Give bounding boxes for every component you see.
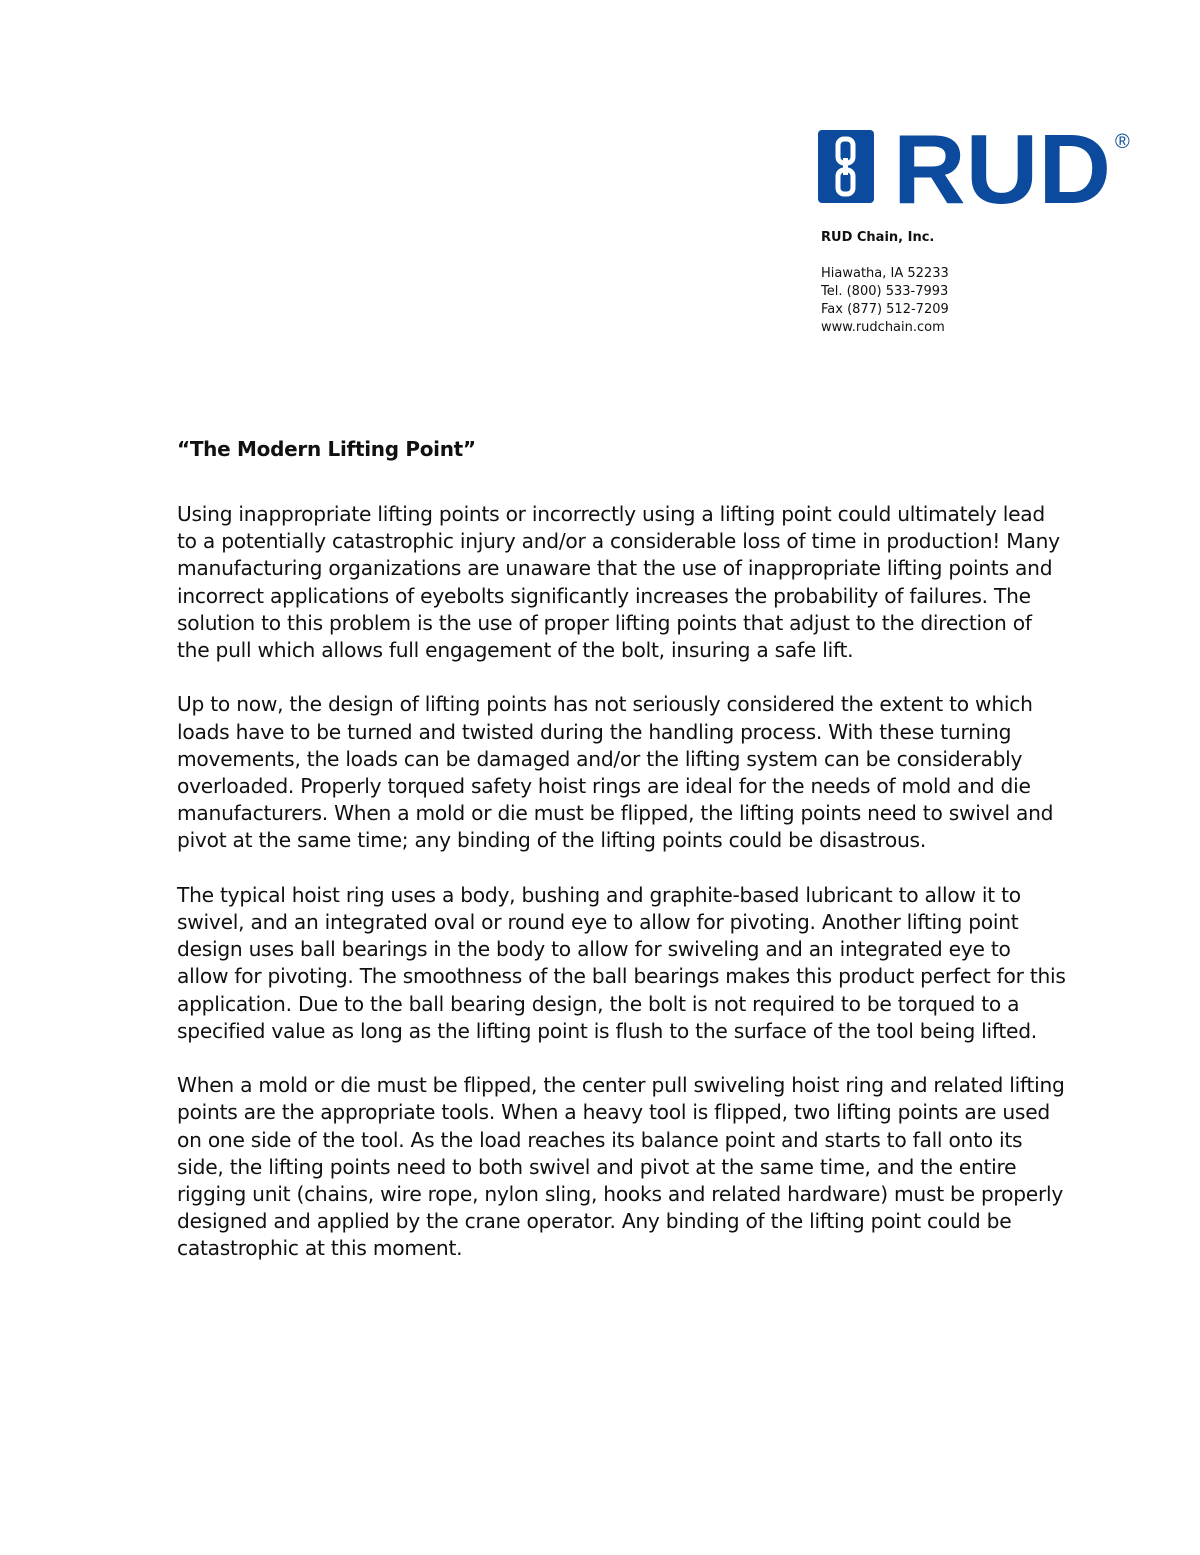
article-paragraph: When a mold or die must be flipped, the center pull swiveling hoist ring and related lifting points are the appropriate tools. When a heavy tool is flipped, two lifting points are used on one side of the tool. As the load reaches its balance point and starts to fall onto its side, the lifting points need to both swivel and pivot at the same time, and the entire rigging unit (chains, wire rope, nylon sling, hooks and related hardware) must be properly designed and applied by the crane operator. Any binding of the lifting point could be catastrophic at this moment.	[177, 1073, 1065, 1261]
rud-wordmark: RUD	[893, 126, 1111, 208]
company-contact-block	[821, 229, 949, 337]
rud-logo	[815, 126, 1135, 208]
article-paragraph: The typical hoist ring uses a body, bushing and graphite-based lubricant to allow it to swivel, and an integrated oval or round eye to allow for pivoting. Another lifting point design uses ball bearings in the body to allow for swiveling and an integrated eye to allow for pivoting. The smoothness of the ball bearings makes this product perfect for this application. Due to the ball bearing design, the bolt is not required to be torqued to a specified value as long as the lifting point is flush to the surface of the tool being lifted.	[177, 882, 1066, 1043]
registered-mark: ®	[1115, 131, 1130, 153]
article-title: “The Modern Lifting Point”	[177, 437, 476, 461]
company-tel: Tel. (800) 533-7993	[821, 284, 949, 299]
company-name: RUD Chain, Inc.	[821, 230, 935, 245]
company-website: www.rudchain.com	[821, 320, 945, 335]
company-fax: Fax (877) 512-7209	[821, 302, 949, 317]
article-body	[177, 501, 1067, 1290]
article-paragraph: Up to now, the design of lifting points has not seriously considered the extent to which loads have to be turned and twisted during the handling process. With these turning movements, the loads can be damaged and/or the lifting system can be considerably overloaded. Properly torqued safety hoist rings are ideal for the needs of mold and die manufacturers. When a mold or die must be flipped, the lifting points need to swivel and pivot at the same time; any binding of the lifting points could be disastrous.	[177, 692, 1054, 853]
company-address: Hiawatha, IA 52233	[821, 266, 949, 281]
article-paragraph: Using inappropriate lifting points or incorrectly using a lifting point could ultimately lead to a potentially catastrophic injury and/or a considerable loss of time in production! Many manufacturing organizations are unaware that the use of inappropriate lifting points and incorrect applications of eyebolts significantly increases the probability of failures. The solution to this problem is the use of proper lifting points that adjust to the direction of the pull which allows full engagement of the bolt, insuring a safe lift.	[177, 502, 1060, 663]
